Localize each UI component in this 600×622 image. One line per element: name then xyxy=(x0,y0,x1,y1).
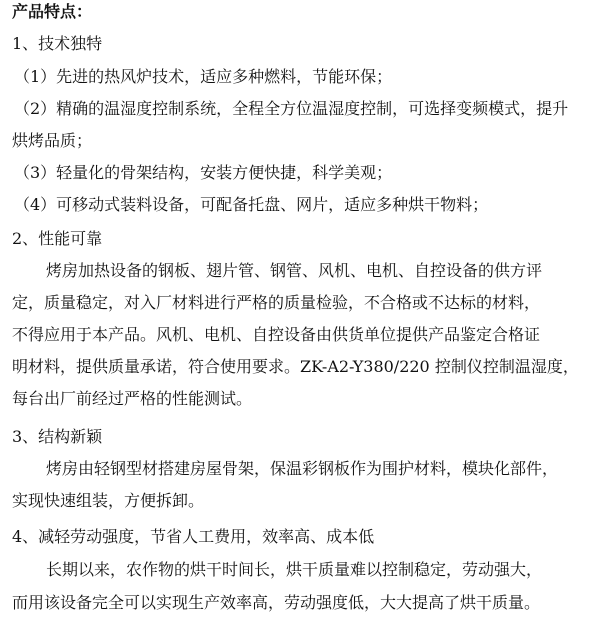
section-2-line-5: 每台出厂前经过严格的性能测试。 xyxy=(12,389,253,408)
document-title: 产品特点： xyxy=(12,2,93,21)
section-1-item-2: （2）精确的温湿度控制系统，全程全方位温湿度控制，可选择变频模式，提升 xyxy=(14,99,569,118)
section-4-line-2: 而用该设备完全可以实现生产效率高，劳动强度低，大大提高了烘干质量。 xyxy=(12,593,541,612)
section-2-line-2: 定，质量稳定，对入厂材料进行严格的质量检验，不合格或不达标的材料， xyxy=(12,293,541,312)
section-2-line-4: 明材料，提供质量承诺，符合使用要求。ZK-A2-Y380/220 控制仪控制温湿度， xyxy=(12,357,579,376)
section-3-heading: 3、结构新颖 xyxy=(12,427,103,446)
section-3-line-1: 烤房由轻钢型材搭建房屋骨架，保温彩钢板作为围护材料，模块化部件， xyxy=(46,459,559,478)
section-1-item-4: （4）可移动式装料设备，可配备托盘、网片，适应多种烘干物料； xyxy=(14,195,489,214)
section-2-heading: 2、性能可靠 xyxy=(12,229,103,248)
section-2-line-1: 烤房加热设备的钢板、翅片管、钢管、风机、电机、自控设备的供方评 xyxy=(46,261,543,280)
section-4-line-1: 长期以来，农作物的烘干时间长，烘干质量难以控制稳定，劳动强大， xyxy=(46,560,543,579)
section-1-item-1: （1）先进的热风炉技术，适应多种燃料，节能环保； xyxy=(14,67,393,86)
section-2-line-3: 不得应用于本产品。风机、电机、自控设备由供货单位提供产品鉴定合格证 xyxy=(12,325,541,344)
section-1-item-3: （3）轻量化的骨架结构，安装方便快捷，科学美观； xyxy=(14,163,393,182)
section-4-heading: 4、减轻劳动强度，节省人工费用，效率高、成本低 xyxy=(12,527,375,546)
section-1-item-2-cont: 烘烤品质； xyxy=(12,131,93,150)
section-1-heading: 1、技术独特 xyxy=(12,34,103,53)
section-3-line-2: 实现快速组装，方便拆卸。 xyxy=(12,491,205,510)
